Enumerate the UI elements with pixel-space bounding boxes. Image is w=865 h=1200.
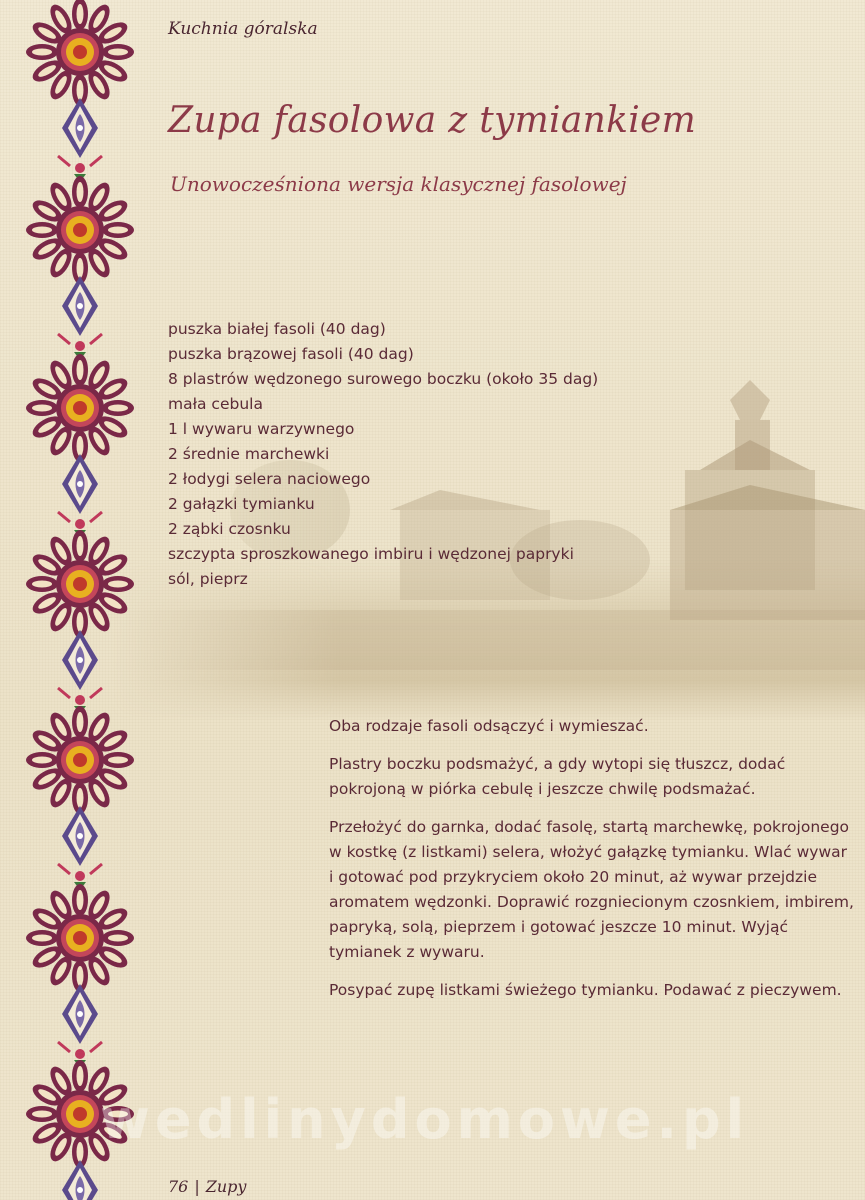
- page-number: 76: [168, 1177, 189, 1196]
- watermark: wedlinydomowe.pl: [100, 1088, 750, 1151]
- ingredient-item: puszka brązowej fasoli (40 dag): [168, 345, 414, 363]
- preparation-step: Plastry boczku podsmażyć, a gdy wytopi się tłuszcz, dodać pokrojoną w piórka cebulę i jeszcze chwilę podsmażać.: [329, 755, 786, 798]
- recipe-title: Zupa fasolowa z tymiankiem: [168, 100, 697, 141]
- ingredient-item: 2 gałązki tymianku: [168, 495, 315, 513]
- footer-separator: |: [194, 1177, 200, 1196]
- ingredient-item: mała cebula: [168, 395, 263, 413]
- ingredient-item: puszka białej fasoli (40 dag): [168, 320, 386, 338]
- folk-ornament-border: [18, 0, 148, 1200]
- preparation-step: Oba rodzaje fasoli odsączyć i wymieszać.: [329, 717, 649, 735]
- ingredient-item: 1 l wywaru warzywnego: [168, 420, 355, 438]
- preparation-steps: [329, 714, 854, 1016]
- ingredient-item: 2 ząbki czosnku: [168, 520, 291, 538]
- page-footer: [168, 1177, 246, 1196]
- ingredient-item: 2 średnie marchewki: [168, 445, 330, 463]
- recipe-subtitle: Unowocześniona wersja klasycznej fasolowej: [170, 172, 627, 196]
- ingredient-item: szczypta sproszkowanego imbiru i wędzonej papryki: [168, 545, 574, 563]
- preparation-step: Posypać zupę listkami świeżego tymianku. Podawać z pieczywem.: [329, 981, 842, 999]
- ingredients-list: [168, 317, 598, 592]
- ingredient-item: sól, pieprz: [168, 570, 248, 588]
- preparation-step: Przełożyć do garnka, dodać fasolę, startą marchewkę, pokrojonego w kostkę (z listkami) selera, włożyć gałązkę tymianku. Wlać wywar i gotować pod przykryciem około 20 minut, aż wywar przejdzie aromatem wędzonki. Doprawić rozgniecionym czosnkiem, imbirem, papryką, solą, pieprzem i gotować jeszcze 10 minut. Wyjąć tymianek z wywaru.: [329, 818, 854, 961]
- chapter-name: Zupy: [205, 1177, 247, 1196]
- section-header: Kuchnia góralska: [168, 19, 318, 39]
- ingredient-item: 2 łodygi selera naciowego: [168, 470, 371, 488]
- ingredient-item: 8 plastrów wędzonego surowego boczku (około 35 dag): [168, 370, 599, 388]
